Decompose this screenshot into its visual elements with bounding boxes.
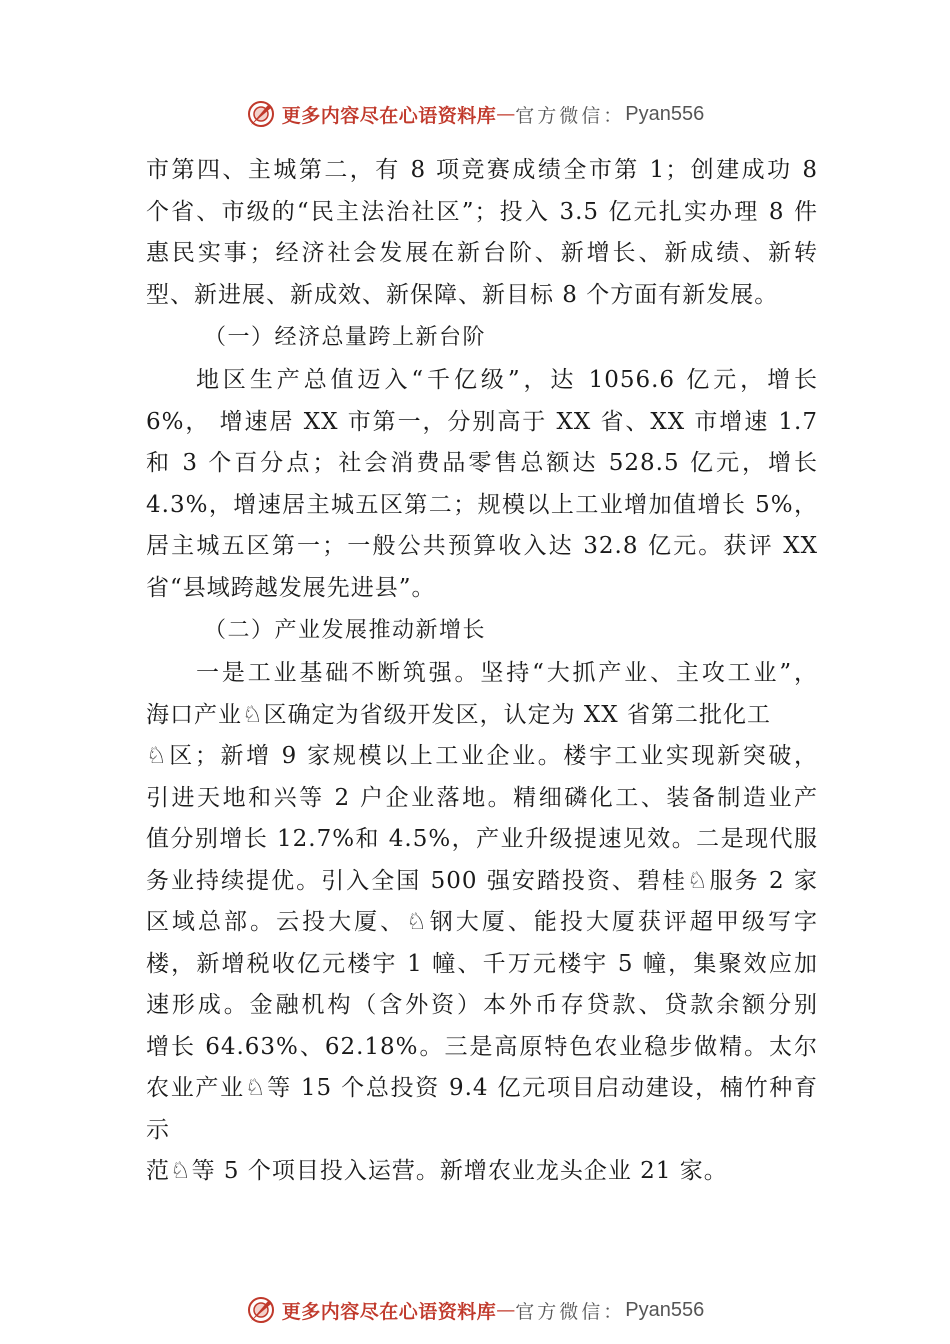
watermark-separator: —: [496, 103, 516, 125]
paragraph-line: 型、新进展、新成效、新保障、新目标 8 个方面有新发展。: [146, 281, 779, 308]
watermark-brand: 更多内容尽在心语资料库: [281, 104, 497, 127]
paragraph-line: 6%， 增速居 XX 市第一，分别高于 XX 省、XX 市增速 1.7: [146, 408, 818, 435]
watermark-account: Pyan556: [625, 102, 705, 125]
paragraph-line: 范♘等 5 个项目投入运营。新增农业龙头企业 21 家。: [146, 1158, 728, 1184]
paragraph-line: 一是工业基础不断筑强。坚持“大抓产业、主攻工业”，: [196, 660, 818, 686]
quill-seal-icon: [246, 99, 276, 129]
paragraph-line: 引进天地和兴等 2 户企业落地。精细磷化工、装备制造业产: [146, 784, 818, 811]
paragraph-line: 惠民实事；经济社会发展在新台阶、新增长、新成绩、新转: [146, 240, 818, 266]
paragraph-line: 增长 64.63%、62.18%。三是高原特色农业稳步做精。太尔: [146, 1033, 818, 1060]
paragraph-line: 农业产业♘等 15 个总投资 9.4 亿元项目启动建设，楠竹种育: [146, 1075, 818, 1101]
paragraph-line: 值分别增长 12.7%和 4.5%，产业升级提速见效。二是现代服: [146, 826, 818, 852]
paragraph-line: 居主城五区第一；一般公共预算收入达 32.8 亿元。获评 XX: [146, 533, 818, 559]
watermark-separator: —: [496, 1299, 516, 1321]
watermark-label: 官方微信：: [515, 104, 626, 127]
paragraph-line: ♘区；新增 9 家规模以上工业企业。楼宇工业实现新突破，: [146, 743, 818, 769]
paragraph-line: 4.3%，增速居主城五区第二；规模以上工业增加值增长 5%，: [146, 491, 818, 518]
watermark-label: 官方微信：: [515, 1300, 626, 1323]
header-watermark: [0, 96, 950, 132]
paragraph-line: 务业持续提优。引入全国 500 强安踏投资、碧桂♘服务 2 家: [146, 867, 818, 894]
watermark-brand: 更多内容尽在心语资料库: [281, 1300, 497, 1323]
paragraph-line: 市第四、主城第二，有 8 项竞赛成绩全市第 1；创建成功 8: [146, 157, 818, 183]
document-body: [146, 150, 818, 1193]
quill-seal-icon: [246, 1295, 276, 1325]
paragraph-line: 速形成。金融机构（含外资）本外币存贷款、贷款余额分别: [146, 992, 818, 1018]
paragraph-line: 地区生产总值迈入“千亿级”，达 1056.6 亿元，增长: [196, 367, 818, 393]
paragraph-line: 海口产业♘区确定为省级开发区，认定为 XX 省第二批化工: [146, 701, 771, 728]
paragraph-line: 个省、市级的“民主法治社区”；投入 3.5 亿元扎实办理 8 件: [146, 198, 818, 225]
paragraph-line: 和 3 个百分点；社会消费品零售总额达 528.5 亿元，增长: [146, 450, 818, 476]
paragraph-line: 示: [146, 1116, 170, 1143]
watermark-account: Pyan556: [625, 1298, 705, 1321]
paragraph-line: 省“县域跨越发展先进县”。: [146, 574, 436, 601]
footer-watermark: [0, 1292, 950, 1328]
section-heading: （一）经济总量跨上新台阶: [204, 325, 487, 350]
paragraph-line: 楼，新增税收亿元楼宇 1 幢、千万元楼宇 5 幢，集聚效应加: [146, 950, 818, 977]
section-heading: （二）产业发展推动新增长: [204, 618, 487, 643]
paragraph-line: 区域总部。云投大厦、♘钢大厦、能投大厦获评超甲级写字: [146, 909, 818, 935]
